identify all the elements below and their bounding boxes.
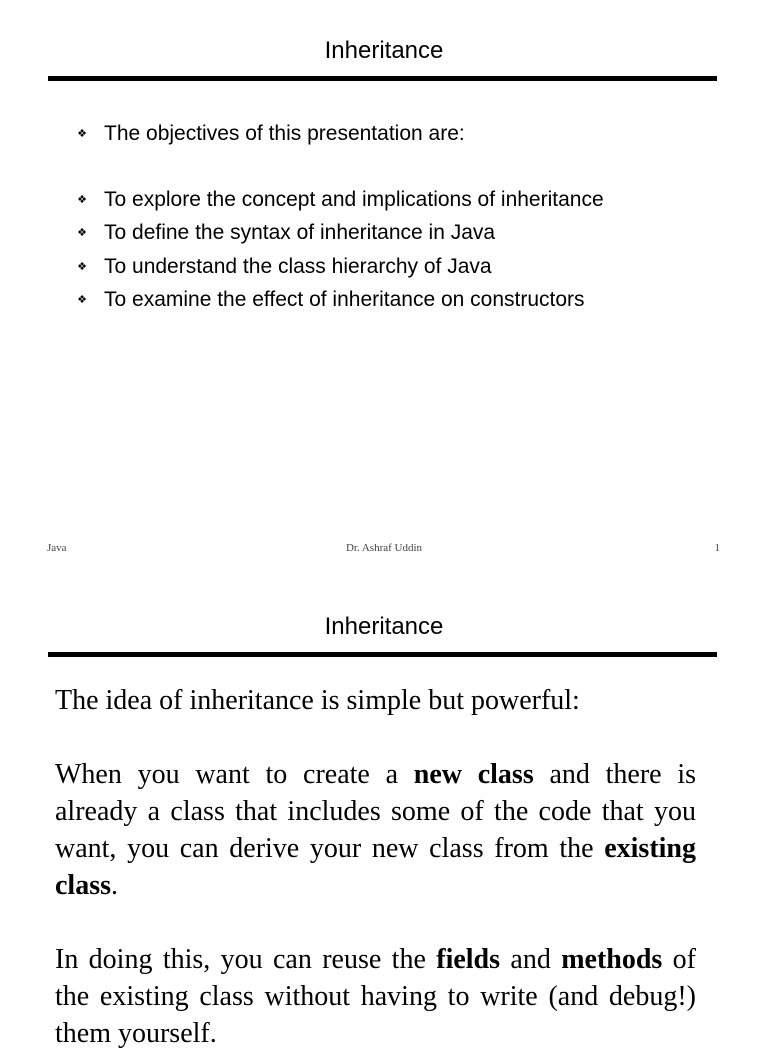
slide-2 bbox=[0, 580, 768, 1049]
paragraph-text: of the existing class without having to write (and debug!) them yourself. bbox=[55, 944, 696, 1049]
bullet-text: To examine the effect of inheritance on constructors bbox=[104, 288, 585, 311]
list-item bbox=[0, 219, 768, 247]
title-rule bbox=[48, 652, 717, 657]
bold-term-existing-class: existing class bbox=[55, 833, 696, 901]
diamond-bullet-icon: ❖ bbox=[77, 128, 87, 140]
list-item bbox=[0, 286, 768, 314]
footer-course: Java bbox=[47, 542, 67, 554]
intro-text: The idea of inheritance is simple but powerful: bbox=[55, 685, 580, 716]
title-rule bbox=[48, 76, 717, 81]
reuse-paragraph bbox=[55, 941, 696, 1052]
footer-author: Dr. Ashraf Uddin bbox=[345, 542, 423, 554]
derive-paragraph bbox=[55, 756, 696, 904]
bold-term-new-class: new class bbox=[413, 759, 534, 790]
bullet-text: To define the syntax of inheritance in Java bbox=[104, 221, 496, 244]
list-item bbox=[0, 253, 768, 281]
paragraph-text: When you want to create a bbox=[55, 759, 414, 790]
bold-term-methods: methods bbox=[561, 944, 663, 975]
bullet-text: The objectives of this presentation are: bbox=[104, 122, 465, 145]
paragraph-text: In doing this, you can reuse the bbox=[55, 944, 437, 975]
footer-page-number: 1 bbox=[714, 542, 720, 554]
paragraph-text: and bbox=[500, 944, 562, 975]
bullet-text: To understand the class hierarchy of Java bbox=[104, 255, 492, 278]
list-item bbox=[0, 186, 768, 214]
paragraph-text: . bbox=[111, 870, 118, 901]
diamond-bullet-icon: ❖ bbox=[77, 227, 87, 239]
diamond-bullet-icon: ❖ bbox=[77, 294, 87, 306]
diamond-bullet-icon: ❖ bbox=[77, 194, 87, 206]
diamond-bullet-icon: ❖ bbox=[77, 261, 87, 273]
slide-title: Inheritance bbox=[324, 37, 444, 64]
bullet-text: To explore the concept and implications of inheritance bbox=[104, 188, 604, 211]
slide-title: Inheritance bbox=[324, 613, 444, 640]
intro-paragraph bbox=[55, 682, 696, 719]
bold-term-fields: fields bbox=[436, 944, 501, 975]
list-item bbox=[0, 120, 768, 148]
paragraph-text: and there is already a class that includes some of the code that you want, you can derive your new class from the bbox=[55, 759, 696, 864]
